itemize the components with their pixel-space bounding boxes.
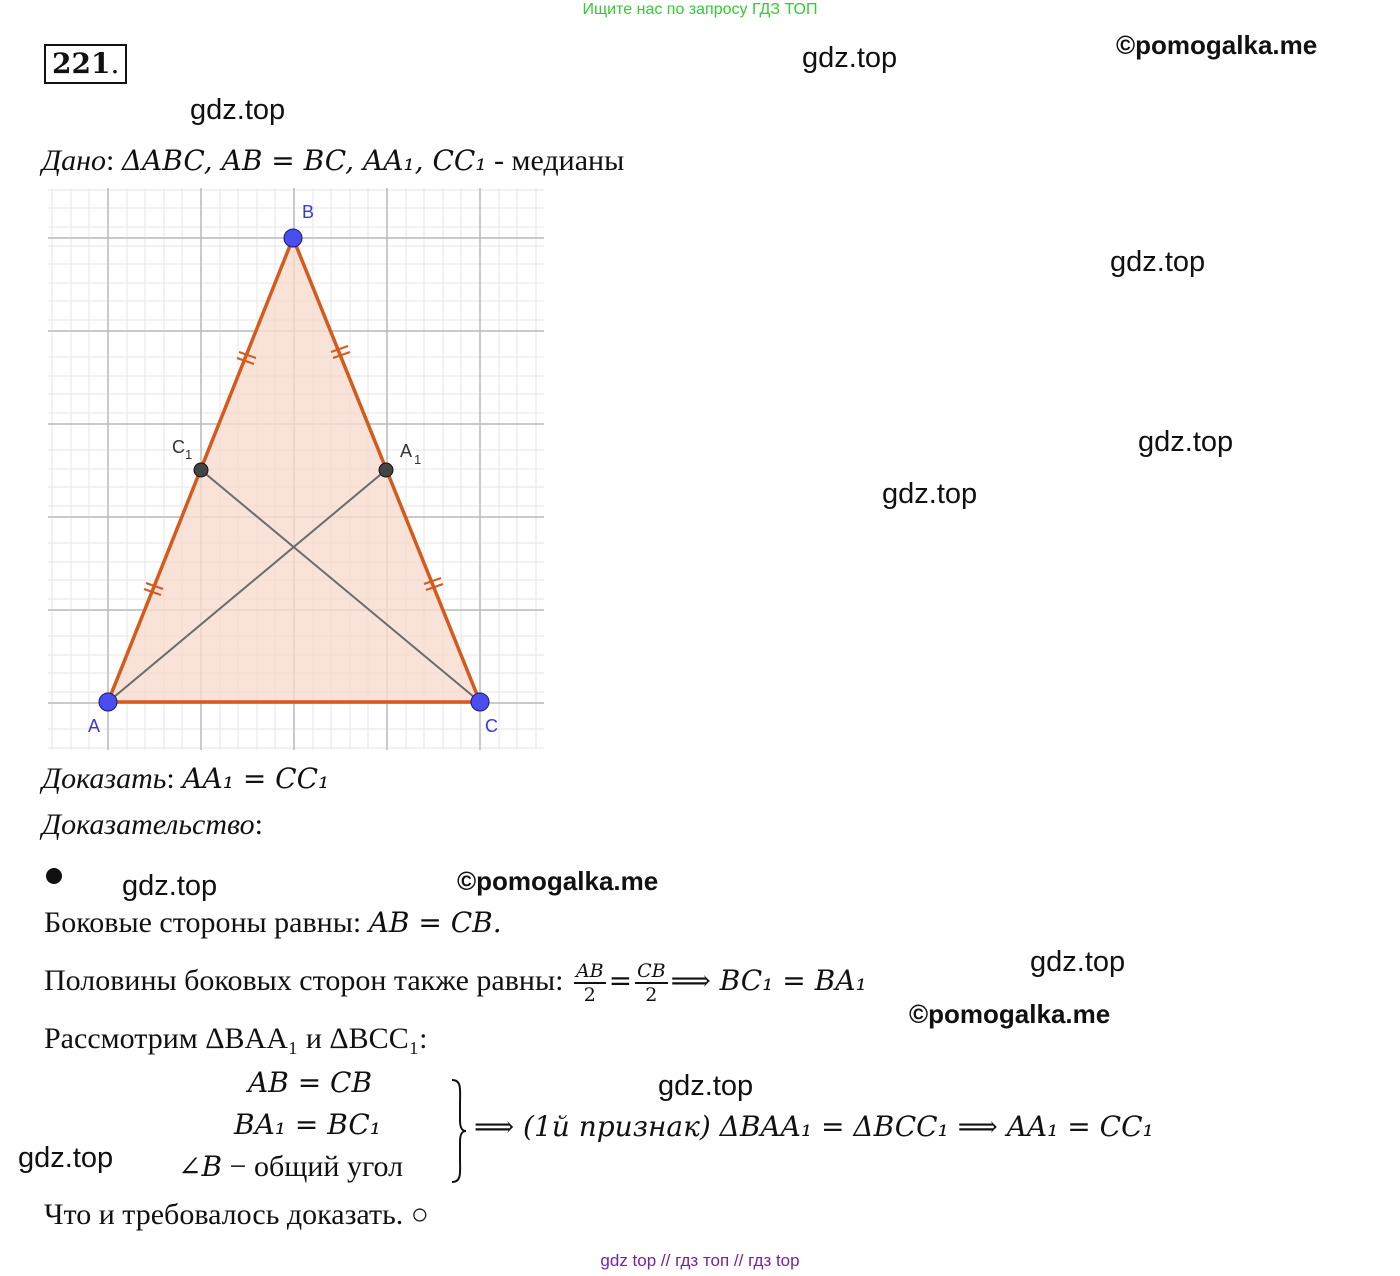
proof-line-2 bbox=[44, 960, 867, 1006]
problem-number-value: 221 bbox=[52, 47, 111, 80]
vertex-c bbox=[471, 693, 489, 711]
watermark-gdz: gdz.top bbox=[802, 42, 898, 74]
final-line: Что и требовалось доказать. ○ bbox=[44, 1198, 429, 1231]
prove-statement: AA₁ = CC₁ bbox=[182, 762, 330, 795]
proof-line-1-text: Боковые стороны равны: bbox=[44, 906, 369, 939]
proof-label-line: Доказательство: bbox=[42, 808, 263, 841]
label-a1: A bbox=[400, 441, 413, 461]
prove-label: Доказать bbox=[42, 762, 167, 795]
given-label: Дано bbox=[42, 144, 106, 177]
label-a1-sub: 1 bbox=[414, 452, 422, 467]
label-b: B bbox=[302, 202, 315, 222]
triangle-figure bbox=[48, 188, 548, 753]
watermark-gdz: gdz.top bbox=[882, 478, 978, 510]
point-c1 bbox=[194, 463, 208, 477]
equals-sign: = bbox=[608, 963, 633, 997]
watermark-gdz: gdz.top bbox=[1110, 246, 1206, 278]
prove-line: Доказать: AA₁ = CC₁ bbox=[42, 762, 330, 795]
proof-label: Доказательство bbox=[42, 808, 255, 841]
problem-number: 221. bbox=[44, 44, 127, 84]
watermark-copyright: ©pomogalka.me bbox=[457, 866, 659, 896]
fraction-ab-2: $\frac{AB}{2}$ bbox=[575, 960, 604, 1006]
given-line: Дано: ΔABC, AB = BC, AA₁, CC₁ - медианы bbox=[42, 144, 625, 177]
proof-line-3: Рассмотрим ΔBAA₁ и ΔBCC₁: bbox=[44, 1022, 428, 1055]
bullet-icon bbox=[46, 868, 62, 884]
conclusion: ⟹ (1й признак) ΔBAA₁ = ΔBCC₁ ⟹ AA₁ = CC₁ bbox=[474, 1110, 1154, 1143]
watermark-gdz: gdz.top bbox=[190, 94, 286, 126]
condition-3-text: − общий угол bbox=[229, 1150, 404, 1183]
label-c1-sub: 1 bbox=[185, 447, 193, 462]
proof-line-1-math: AB = CB. bbox=[368, 906, 502, 939]
watermark-copyright: ©pomogalka.me bbox=[909, 999, 1111, 1029]
given-suffix: - медианы bbox=[494, 144, 625, 177]
vertex-a bbox=[99, 693, 117, 711]
top-banner[interactable]: Ищите нас по запросу ГДЗ ТОП bbox=[582, 1, 818, 18]
watermark-gdz: gdz.top bbox=[18, 1142, 114, 1174]
watermark-copyright: ©pomogalka.me bbox=[1116, 30, 1318, 60]
proof-line-2-tail: ⟹ BC₁ = BA₁ bbox=[670, 963, 867, 997]
condition-3-angle: ∠B bbox=[178, 1150, 223, 1183]
watermark-gdz: gdz.top bbox=[122, 870, 218, 902]
watermark-gdz: gdz.top bbox=[658, 1070, 754, 1102]
proof-line-2-text: Половины боковых сторон также равны: bbox=[44, 963, 571, 997]
condition-1: AB = CB bbox=[248, 1066, 373, 1099]
condition-2: BA₁ = BC₁ bbox=[234, 1108, 382, 1141]
footer-links[interactable]: gdz top // гдз топ // гдз top bbox=[600, 1251, 800, 1270]
fraction-cb-2: $\frac{CB}{2}$ bbox=[637, 960, 666, 1006]
label-a: A bbox=[88, 716, 101, 736]
condition-3 bbox=[178, 1150, 403, 1184]
watermark-gdz: gdz.top bbox=[1138, 426, 1234, 458]
given-statement: ΔABC, AB = BC, AA₁, CC₁ bbox=[121, 144, 487, 177]
vertex-b bbox=[284, 229, 302, 247]
label-c1: C bbox=[172, 437, 185, 457]
label-c: C bbox=[485, 716, 498, 736]
proof-line-1 bbox=[44, 906, 502, 940]
watermark-gdz: gdz.top bbox=[1030, 946, 1126, 978]
point-a1 bbox=[379, 463, 393, 477]
right-brace bbox=[448, 1078, 468, 1184]
